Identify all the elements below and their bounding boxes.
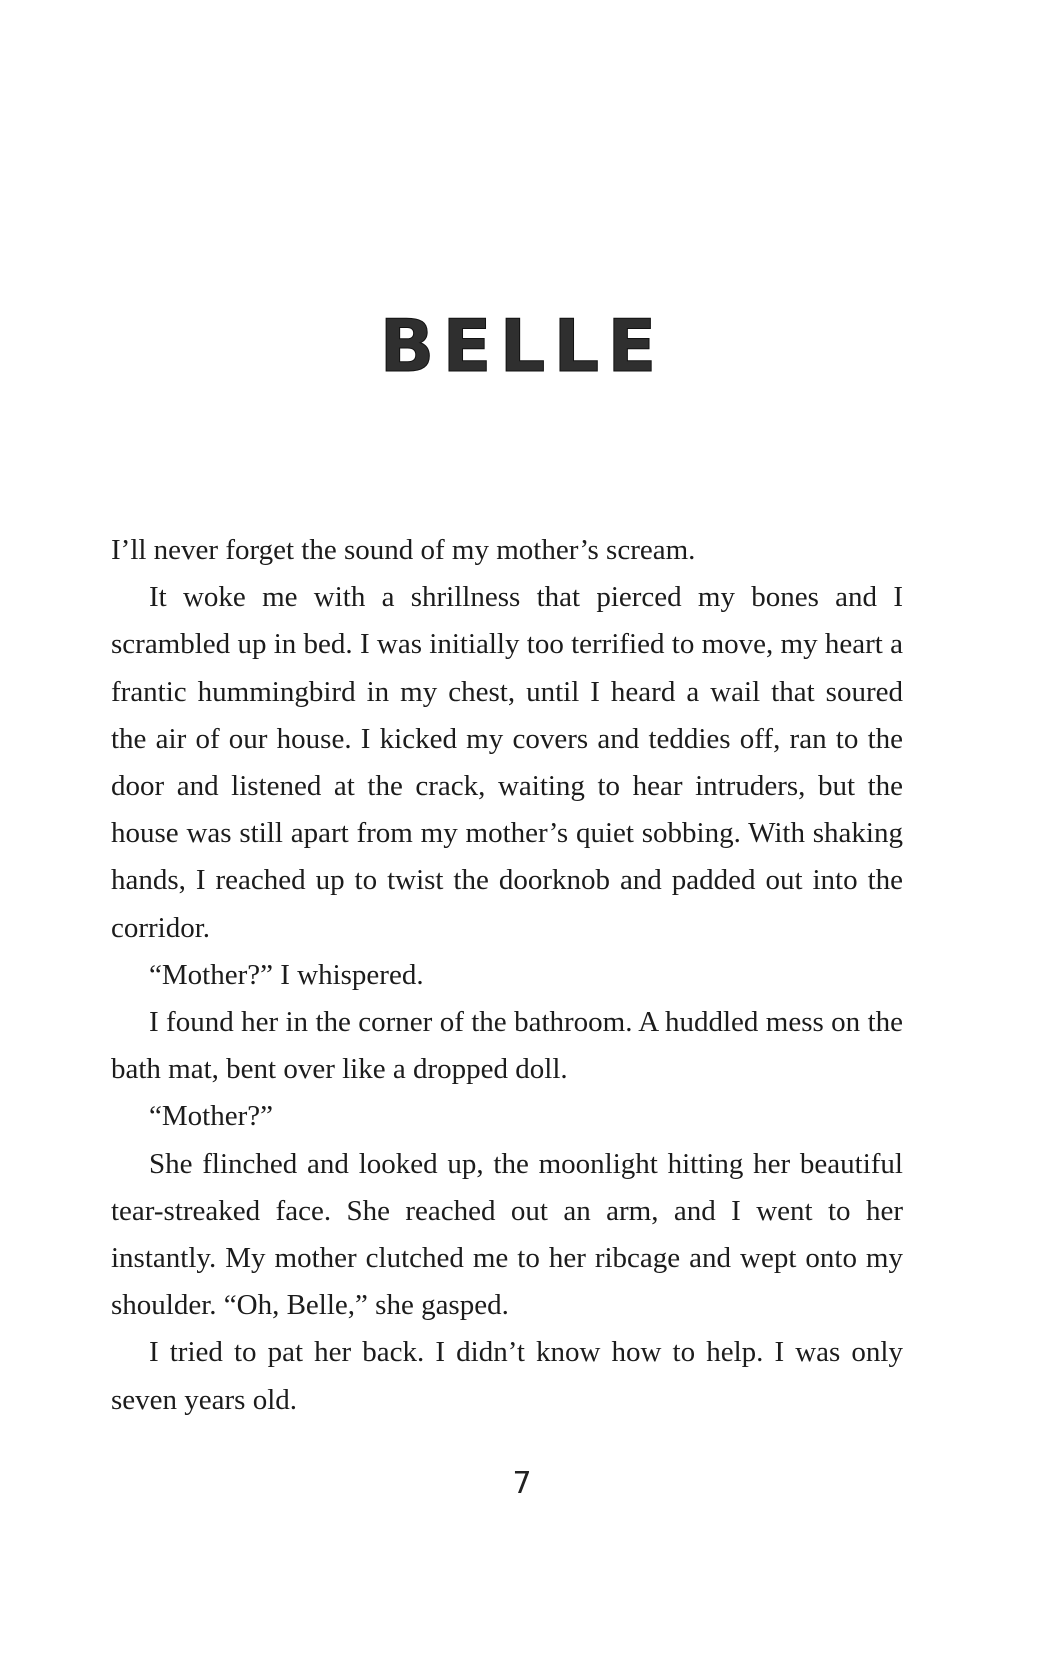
chapter-title: BELLE [379, 304, 665, 389]
paragraph: She flinched and looked up, the moonlight hitting her beautiful tear-streaked face. She reached out an arm, and I went to her instantly. My mother clutched me to her ribcage and wept onto my shoulder. “Oh, Belle,” she gasped. [111, 1147, 903, 1322]
paragraph: “Mother?” I whispered. [149, 958, 424, 991]
page-number: 7 [512, 1466, 532, 1501]
paragraph: “Mother?” [149, 1100, 273, 1133]
paragraph: I’ll never forget the sound of my mother’s scream. [111, 534, 696, 566]
paragraph: I found her in the corner of the bathroom. A huddled mess on the bath mat, bent over like a dropped doll. [111, 1006, 903, 1086]
chapter-body [111, 527, 903, 1424]
paragraph: I tried to pat her back. I didn’t know how to help. I was only seven years old. [111, 1336, 903, 1416]
paragraph: It woke me with a shrillness that pierced my bones and I scrambled up in bed. I was initially too terrified to move, my heart a frantic hummingbird in my chest, until I heard a wail that soured the air of our house. I kicked my covers and teddies off, ran to the door and listened at the crack, waiting to hear intruders, but the house was still apart from my mother’s quiet sobbing. With shaking hands, I reached up to twist the doorknob and padded out into the corridor. [111, 581, 903, 944]
